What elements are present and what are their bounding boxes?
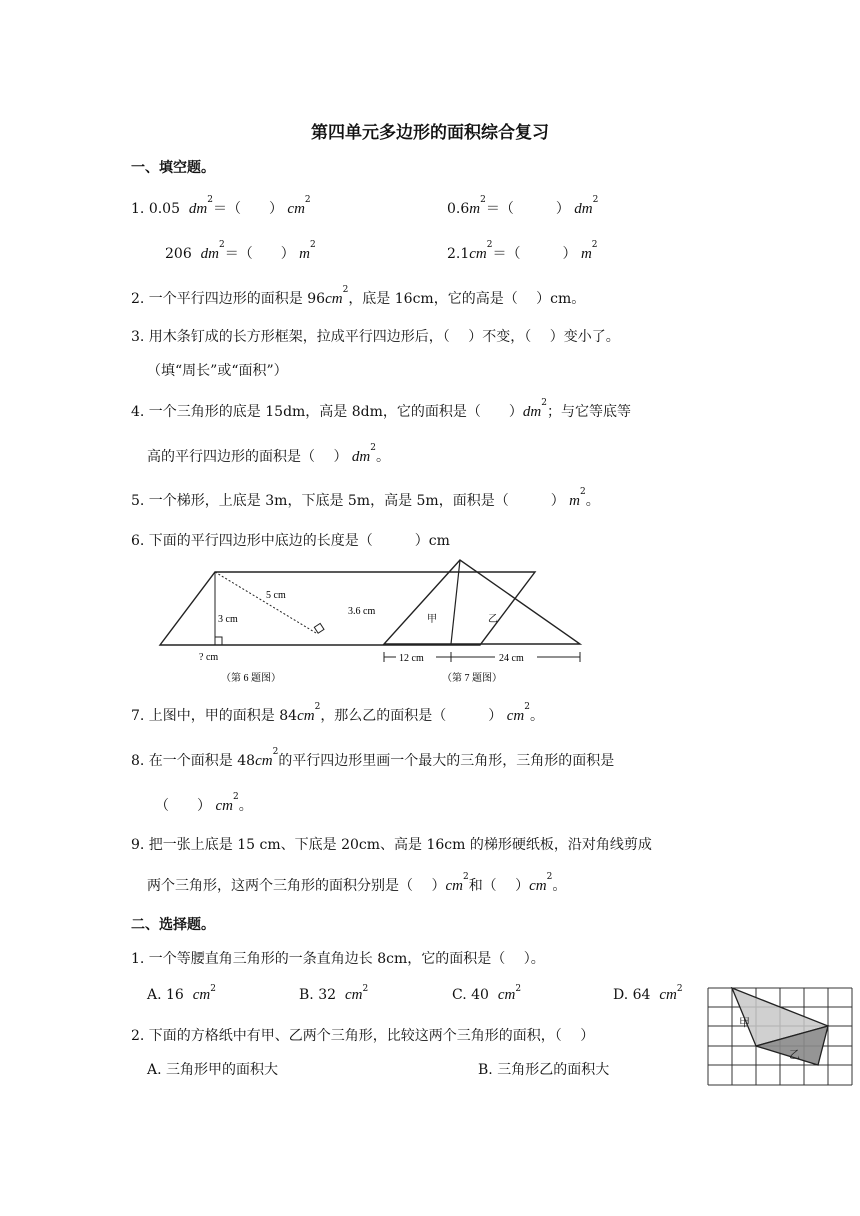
question-9-line-2: 两个三角形，这两个三角形的面积分别是（ ）$cm^2$和（ ）$cm^2$。 bbox=[147, 872, 567, 894]
question-9-line-1: 9. 把一张上底是 15 cm、下底是 20cm、高是 16cm 的梯形硬纸板，沿对角线剪成 bbox=[131, 837, 652, 853]
choice-1-option-c[interactable]: C. 40 $cm^2$ bbox=[452, 984, 522, 1003]
section-fill-blank-heading: 一、填空题。 bbox=[131, 160, 215, 176]
fig6-caption: （第 6 题图） bbox=[221, 673, 281, 684]
choice-2-option-b[interactable]: B. 三角形乙的面积大 bbox=[478, 1062, 610, 1078]
question-3-line-1: 3. 用木条钉成的长方形框架，拉成平行四边形后，（ ）不变，（ ）变小了。 bbox=[131, 329, 620, 345]
question-8-line-2: （ ） $cm^2$。 bbox=[155, 792, 253, 814]
q1-part-d: $2.1cm^2=$（ ） $m^2$ bbox=[447, 240, 598, 262]
fig7-right-base-label: 24 cm bbox=[499, 653, 524, 664]
fig6-height-label: 3 cm bbox=[218, 614, 238, 625]
question-4-line-1: 4. 一个三角形的底是 15dm，高是 8dm，它的面积是（ ）$dm^2$；与它等底等 bbox=[131, 398, 631, 420]
fig7-jia-label: 甲 bbox=[427, 614, 437, 625]
fig7-left-base-label: 12 cm bbox=[399, 653, 424, 664]
grid-jia-label: 甲 bbox=[739, 1017, 750, 1029]
question-2: 2. 一个平行四边形的面积是 $96cm^2$，底是 16cm，它的高是（ ）cm。 bbox=[131, 285, 586, 307]
fig7-yi-label: 乙 bbox=[488, 614, 498, 625]
question-8-line-1: 8. 在一个面积是 $48cm^2$的平行四边形里画一个最大的三角形，三角形的面积是 bbox=[131, 747, 615, 769]
figures-6-and-7 bbox=[155, 556, 595, 692]
q1-part-b: $0.6m^2=$（ ） $dm^2$ bbox=[447, 195, 599, 217]
choice-1-option-d[interactable]: D. 64 $cm^2$ bbox=[613, 984, 683, 1003]
triangle-figure bbox=[384, 560, 580, 684]
fig7-caption: （第 7 题图） bbox=[442, 673, 502, 684]
choice-question-2: 2. 下面的方格纸中有甲、乙两个三角形，比较这两个三角形的面积，（ ） bbox=[131, 1028, 595, 1044]
choice-2-option-a[interactable]: A. 三角形甲的面积大 bbox=[147, 1062, 279, 1078]
choice-question-1: 1. 一个等腰直角三角形的一条直角边长 8cm，它的面积是（ ）。 bbox=[131, 951, 545, 967]
section-choice-heading: 二、选择题。 bbox=[131, 917, 215, 933]
page-title: 第四单元多边形的面积综合复习 bbox=[311, 123, 549, 143]
question-3-line-2: （填“周长”或“面积”） bbox=[147, 363, 288, 379]
question-7: 7. 上图中，甲的面积是 $84cm^2$，那么乙的面积是（ ） $cm^2$。 bbox=[131, 702, 544, 724]
parallelogram-figure bbox=[160, 572, 535, 684]
fig6-side-label: 3.6 cm bbox=[348, 606, 376, 617]
q1-part-a: 1. 0.05 $dm^2=$（ ） $cm^2$ bbox=[131, 195, 311, 217]
choice-1-option-a[interactable]: A. 16 $cm^2$ bbox=[147, 984, 216, 1003]
question-6: 6. 下面的平行四边形中底边的长度是（ ）cm bbox=[131, 533, 450, 549]
question-4-line-2: 高的平行四边形的面积是（ ） $dm^2$。 bbox=[147, 443, 390, 465]
q1-part-c: 206 $dm^2=$（ ） $m^2$ bbox=[165, 240, 316, 262]
fig6-hyp-label: 5 cm bbox=[266, 590, 286, 601]
question-5: 5. 一个梯形，上底是 3m，下底是 5m，高是 5m，面积是（ ） $m^2$。 bbox=[131, 487, 600, 509]
choice-1-option-b[interactable]: B. 32 $cm^2$ bbox=[299, 984, 369, 1003]
grid-triangles-figure bbox=[706, 986, 856, 1088]
fig6-base-label: ? cm bbox=[199, 652, 219, 663]
grid-yi-label: 乙 bbox=[789, 1049, 800, 1061]
